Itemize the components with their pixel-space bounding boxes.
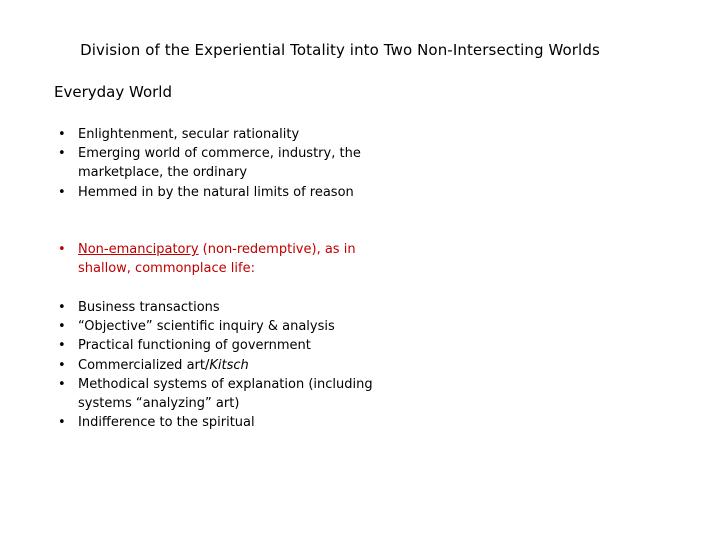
list-item <box>56 240 376 278</box>
bullet-icon: • <box>58 300 66 315</box>
list-item <box>56 317 376 336</box>
list-item <box>56 298 376 317</box>
bullet-icon: • <box>58 338 66 354</box>
list-item-text: Indifference to the spiritual <box>78 415 255 431</box>
list-item-text: Business transactions <box>78 300 220 315</box>
underlined-term: Non-emancipatory <box>78 242 199 257</box>
list-item <box>56 183 376 202</box>
bullet-icon: • <box>58 415 66 431</box>
bullet-icon: • <box>58 376 66 392</box>
italic-term: Kitsch <box>209 357 249 373</box>
list-item <box>56 375 376 413</box>
bullet-icon: • <box>58 319 66 335</box>
bullet-list-characteristics <box>56 125 376 202</box>
bullet-icon: • <box>58 242 66 257</box>
list-item-text: Enlightenment, secular rationality <box>78 127 300 142</box>
list-item-text: “Objective” scientific inquiry & analysis <box>78 319 335 335</box>
list-item <box>56 413 376 432</box>
bullet-list-non-emancipatory <box>56 240 376 278</box>
list-item-text: Practical functioning of government <box>78 338 311 354</box>
list-item-text: Emerging world of commerce, industry, the marketplace, the ordinary <box>78 146 361 181</box>
bullet-icon: • <box>58 146 66 162</box>
bullet-icon: • <box>58 127 66 142</box>
slide-title: Division of the Experiential Totality into Two Non-Intersecting Worlds <box>80 41 600 59</box>
list-item-text <box>78 358 249 373</box>
list-item <box>56 144 376 182</box>
list-item <box>56 125 376 144</box>
list-item-text-main: Commercialized art/ <box>78 357 210 373</box>
bullet-list-examples <box>56 298 376 432</box>
section-heading: Everyday World <box>54 83 172 101</box>
list-item-text: Hemmed in by the natural limits of reason <box>78 184 354 200</box>
list-item <box>56 356 376 375</box>
list-item-text: Methodical systems of explanation (including systems “analyzing” art) <box>78 376 373 412</box>
list-item <box>56 336 376 355</box>
list-item-text <box>78 242 356 276</box>
bullet-icon: • <box>58 184 66 200</box>
bullet-icon: • <box>58 357 66 373</box>
list-item-continuation: (non-redemptive), as in shallow, commonplace life: <box>78 242 356 277</box>
